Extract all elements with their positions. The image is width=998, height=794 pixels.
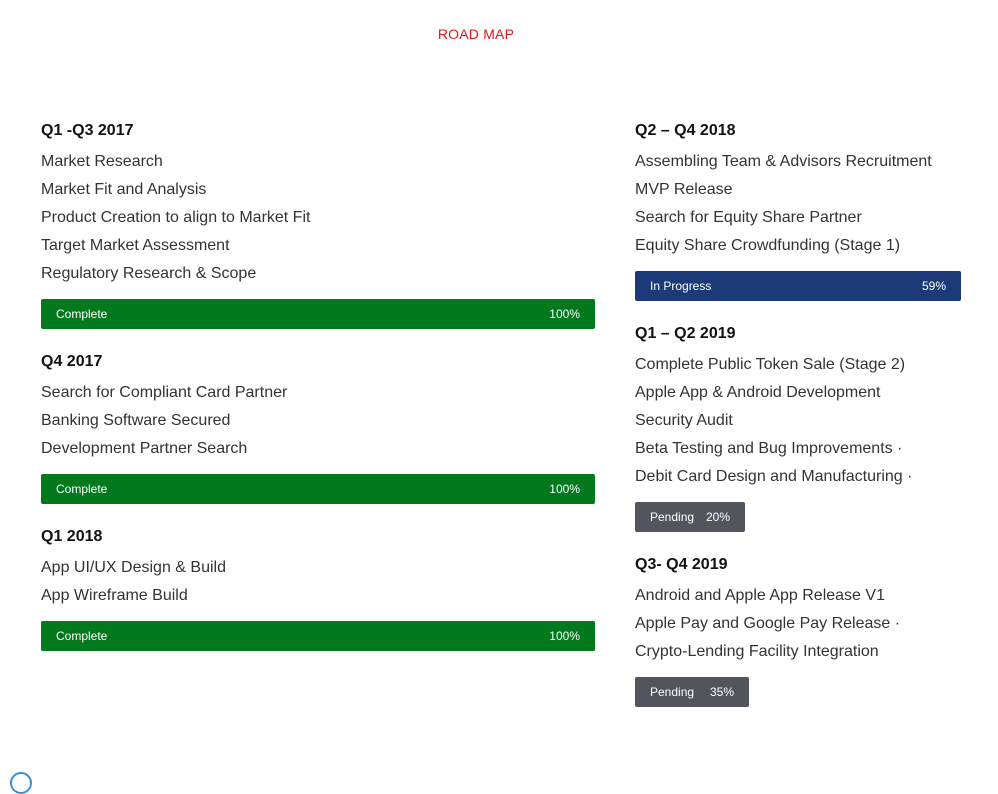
progress-status: Pending — [650, 685, 695, 699]
progress-bar — [41, 299, 595, 329]
page-title: ROAD MAP — [437, 26, 515, 42]
phase-title: Q2 – Q4 2018 — [635, 122, 736, 139]
task-item: Market Research — [41, 153, 163, 170]
task-item: Security Audit — [635, 412, 733, 429]
progress-status: Complete — [56, 307, 108, 321]
phase-title: Q1 -Q3 2017 — [41, 122, 134, 139]
progress-status: In Progress — [650, 279, 712, 293]
progress-bar — [41, 474, 595, 504]
task-item: App UI/UX Design & Build — [41, 559, 226, 576]
roadmap-right-column — [635, 120, 961, 729]
roadmap-phase — [635, 554, 961, 707]
task-item: Debit Card Design and Manufacturing · — [635, 468, 913, 485]
progress-percent: 100% — [549, 629, 580, 643]
progress-bar — [635, 502, 745, 532]
task-item: Equity Share Crowdfunding (Stage 1) — [635, 237, 901, 254]
roadmap-phase — [41, 526, 595, 651]
progress-status: Complete — [56, 482, 108, 496]
chat-widget-icon[interactable] — [10, 772, 32, 794]
phase-title: Q4 2017 — [41, 353, 103, 370]
roadmap-phase — [635, 323, 961, 532]
task-item: Target Market Assessment — [41, 237, 230, 254]
progress-bar — [635, 677, 749, 707]
roadmap-phase — [635, 120, 961, 301]
task-item: Search for Equity Share Partner — [635, 209, 862, 226]
task-list — [41, 148, 595, 288]
task-item: Assembling Team & Advisors Recruitment — [635, 153, 932, 170]
roadmap-phase — [41, 120, 595, 329]
progress-status: Pending — [650, 510, 695, 524]
task-list — [635, 351, 961, 491]
progress-percent: 20% — [705, 510, 730, 524]
task-item: Apple Pay and Google Pay Release · — [635, 615, 901, 632]
phase-title: Q1 – Q2 2019 — [635, 325, 736, 342]
progress-bar — [635, 271, 961, 301]
task-item: Development Partner Search — [41, 440, 248, 457]
task-item: Complete Public Token Sale (Stage 2) — [635, 356, 906, 373]
task-item: Banking Software Secured — [41, 412, 231, 429]
task-item: Product Creation to align to Market Fit — [41, 209, 311, 226]
task-item: Beta Testing and Bug Improvements · — [635, 440, 903, 457]
task-item: Regulatory Research & Scope — [41, 265, 257, 282]
task-list — [41, 379, 595, 463]
task-item: Android and Apple App Release V1 — [635, 587, 885, 604]
roadmap-left-column — [41, 120, 595, 673]
progress-percent: 35% — [709, 685, 734, 699]
task-item: Apple App & Android Development — [635, 384, 881, 401]
task-item: MVP Release — [635, 181, 733, 198]
task-item: Crypto-Lending Facility Integration — [635, 643, 879, 660]
task-list — [41, 554, 595, 610]
roadmap-phase — [41, 351, 595, 504]
progress-percent: 100% — [549, 482, 580, 496]
progress-status: Complete — [56, 629, 108, 643]
task-list — [635, 148, 961, 260]
progress-percent: 59% — [921, 279, 946, 293]
task-item: App Wireframe Build — [41, 587, 188, 604]
task-item: Search for Compliant Card Partner — [41, 384, 288, 401]
phase-title: Q1 2018 — [41, 528, 103, 545]
task-list — [635, 582, 961, 666]
progress-percent: 100% — [549, 307, 580, 321]
phase-title: Q3- Q4 2019 — [635, 556, 728, 573]
task-item: Market Fit and Analysis — [41, 181, 207, 198]
progress-bar — [41, 621, 595, 651]
